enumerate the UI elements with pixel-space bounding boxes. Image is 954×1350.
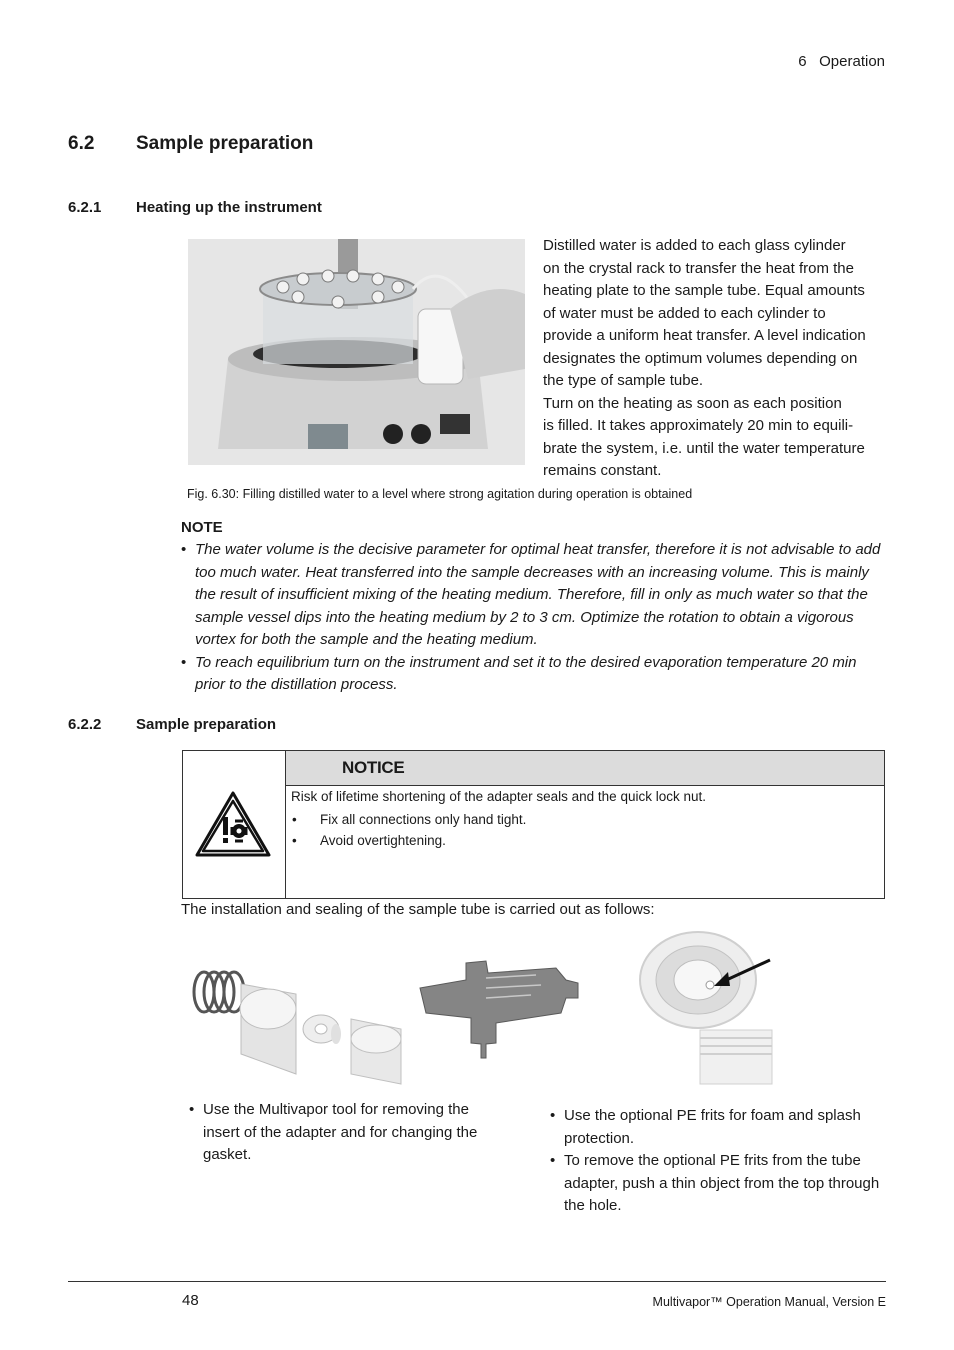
subsection-heading-heating <box>68 199 322 216</box>
tube-adapter-photo <box>638 930 778 1086</box>
subsection-number: 6.2.2 <box>68 716 102 733</box>
subsection-heading-sample-prep <box>68 716 276 733</box>
paragraph-line: on the crystal rack to transfer the heat from the <box>543 259 854 277</box>
footer-rule <box>68 1281 886 1282</box>
paragraph-line: brate the system, i.e. until the water temperature <box>543 439 865 457</box>
subsection-number: 6.2.1 <box>68 199 102 216</box>
paragraph-line: is filled. It takes approximately 20 min to equili- <box>543 417 854 434</box>
section-heading <box>68 133 313 155</box>
paragraph-line: heating plate to the sample tube. Equal amounts <box>543 282 865 299</box>
notice-box <box>182 750 885 899</box>
running-head: 6 Operation <box>798 53 885 70</box>
paragraph-line: of water must be added to each cylinder to <box>543 304 826 322</box>
note-item: • To reach equilibrium turn on the instrument and set it to the desired evaporation temperature 20 min prior to the distillation process. <box>181 652 886 697</box>
subsection-title: Sample preparation <box>136 716 277 733</box>
notice-item: • Avoid overtightening. <box>291 833 706 848</box>
instruction-item: • Use the Multivapor tool for removing the insert of the adapter and for changing the gasket. <box>187 1099 505 1167</box>
figure-caption: Fig. 6.30: Filling distilled water to a level where strong agitation during operation is obtained <box>187 487 693 501</box>
notice-header <box>286 751 884 786</box>
paragraph-line: the type of sample tube. <box>543 372 704 389</box>
paragraph-line: remains constant. <box>543 462 662 479</box>
heating-paragraph <box>543 235 888 483</box>
installation-intro: The installation and sealing of the sample tube is carried out as follows: <box>181 901 655 918</box>
paragraph-line: designates the optimum volumes depending on <box>543 349 858 367</box>
notice-item: • Fix all connections only hand tight. <box>291 812 706 827</box>
multivapor-tool-illustration <box>416 958 582 1063</box>
heating-instrument-photo <box>188 239 525 465</box>
multivapor-tool-photo <box>416 958 582 1063</box>
notice-list <box>291 812 706 848</box>
left-instructions <box>187 1099 505 1167</box>
notice-icon-cell <box>183 751 286 898</box>
note-item: • The water volume is the decisive parameter for optimal heat transfer, therefore it is not advisable to add too much water. Heat transferred into the sample decreases with an increasing volume. This is mainly the result of insufficient mixing of the heating medium. Therefore, fill in only as much water so that the sample vessel dips into the heating medium by 2 to 3 cm. Optimize the rotation to obtain a vigorous vortex for both the sample and the heating medium. <box>181 539 886 652</box>
instruction-item: • Use the optional PE frits for foam and splash protection. <box>548 1105 883 1150</box>
warning-triangle-icon <box>183 751 285 898</box>
section-number: 6.2 <box>68 133 95 154</box>
footer-doc-title: Multivapor™ Operation Manual, Version E <box>652 1295 886 1309</box>
section-title: Sample preparation <box>136 133 314 154</box>
note-title: NOTE <box>181 519 223 536</box>
notice-body <box>291 789 706 854</box>
paragraph-line: Distilled water is added to each glass cylinder <box>543 237 846 254</box>
subsection-title: Heating up the instrument <box>136 199 322 216</box>
right-instructions <box>548 1105 883 1218</box>
paragraph-line: provide a uniform heat transfer. A level indication <box>543 327 866 344</box>
tube-adapter-illustration <box>638 930 778 1086</box>
instruction-item: • To remove the optional PE frits from the tube adapter, push a thin object from the top through the hole. <box>548 1150 883 1218</box>
adapter-parts-illustration <box>186 934 406 1086</box>
adapter-parts-photo <box>186 934 406 1086</box>
notice-text: Risk of lifetime shortening of the adapter seals and the quick lock nut. <box>291 789 706 804</box>
page-number: 48 <box>182 1292 199 1309</box>
paragraph-line: Turn on the heating as soon as each position <box>543 394 842 412</box>
note-list <box>181 539 886 697</box>
notice-title: NOTICE <box>342 758 405 777</box>
heating-instrument-illustration <box>188 239 525 465</box>
